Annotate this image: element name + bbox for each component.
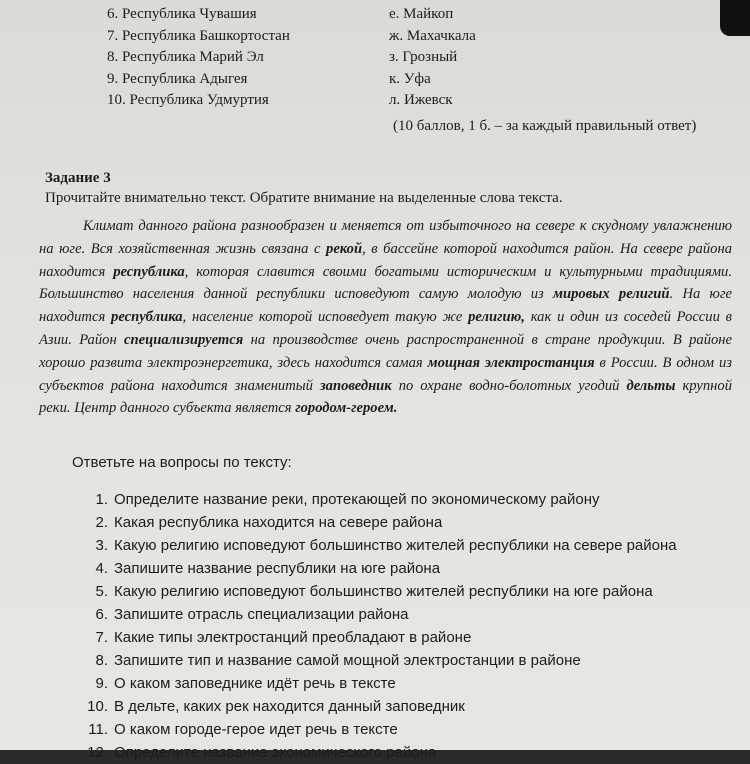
- question-text: Определите название реки, протекающей по экономическому району: [114, 491, 600, 508]
- republic-item: 7. Республика Башкортостан: [107, 27, 290, 44]
- capital-item: з. Грозный: [389, 49, 458, 65]
- question-number: 6.: [95, 606, 108, 623]
- highlighted-word: заповедник: [319, 377, 392, 394]
- question-text: Какую религию исповедуют большинство жителей республики на юге района: [114, 583, 653, 600]
- highlighted-word: мировых религий: [553, 286, 670, 303]
- capital-item: е. Майкоп: [389, 6, 454, 22]
- question-text: Какие типы электростанций преобладают в районе: [114, 629, 472, 646]
- question-number: 10.: [87, 698, 108, 715]
- question-text: О каком заповеднике идёт речь в тексте: [114, 675, 396, 692]
- question-item: [72, 534, 677, 557]
- question-text: Запишите название республики на юге района: [114, 560, 441, 577]
- question-item: [72, 718, 677, 741]
- question-item: [72, 672, 677, 695]
- question-number: 12.: [87, 744, 108, 761]
- question-text: Запишите тип и название самой мощной электростанции в районе: [114, 652, 581, 669]
- passage-text: на производстве очень распространенной в стране продукции. В районе хорошо развита электроэнергетика, здесь находится самая: [39, 331, 733, 371]
- question-text: Какая республика находится на севере района: [114, 514, 443, 531]
- question-number: 1.: [95, 491, 108, 508]
- highlighted-word: специализируется: [124, 331, 244, 348]
- question-item: [72, 695, 677, 718]
- passage-text: Климат данного района разнообразен и меняется от избыточного на севере к скудному увлажнению на юге. Вся хозяйственная жизнь связана с: [39, 218, 732, 257]
- highlighted-word: республика: [113, 263, 185, 280]
- republic-item: 9. Республика Адыгея: [107, 70, 248, 87]
- highlighted-word: религию,: [468, 309, 525, 326]
- passage-text: . На юге находится: [39, 286, 732, 326]
- question-item: [72, 741, 677, 764]
- passage-text: в России. В одном из субъектов района находится знаменитый: [39, 354, 732, 394]
- task-heading: Задание 3: [45, 170, 111, 186]
- questions-intro: Ответьте на вопросы по тексту:: [72, 454, 292, 471]
- capital-item: ж. Махачкала: [389, 27, 476, 44]
- passage-text: , в бассейне которой находится район. На севере района находится: [39, 240, 732, 280]
- question-text: Какую религию исповедуют большинство жителей республики на севере района: [114, 537, 677, 554]
- highlighted-word: рекой: [326, 240, 363, 257]
- capital-item: л. Ижевск: [389, 92, 453, 108]
- question-text: О каком городе-герое идет речь в тексте: [114, 721, 398, 738]
- photo-corner-shadow: [720, 0, 750, 36]
- question-item: [72, 626, 677, 649]
- question-number: 3.: [95, 537, 108, 554]
- question-number: 2.: [95, 514, 108, 531]
- highlighted-word: мощная электростанция: [427, 354, 595, 371]
- matching-republics-column: [107, 4, 290, 112]
- question-item: [72, 557, 677, 580]
- question-text: В дельте, каких рек находится данный заповедник: [114, 698, 465, 715]
- republic-item: 6. Республика Чувашия: [107, 6, 257, 22]
- points-note: (10 баллов, 1 б. – за каждый правильный ответ): [393, 118, 697, 134]
- question-number: 4.: [95, 560, 108, 577]
- question-text: Определите название экономического района: [114, 744, 437, 761]
- passage-text: по охране водно-болотных угодий: [391, 377, 627, 394]
- highlighted-word: городом-героем.: [295, 400, 398, 417]
- question-number: 11.: [88, 721, 108, 738]
- question-item: [72, 603, 677, 626]
- capital-item: к. Уфа: [389, 70, 431, 87]
- passage-text: как и один из соседей России в Азии. Район: [39, 309, 732, 348]
- passage-text: , население которой исповедует такую же: [182, 309, 469, 326]
- question-number: 8.: [95, 652, 108, 669]
- question-text: Запишите отрасль специализации района: [114, 606, 409, 623]
- passage-text: крупной реки. Центр данного субъекта является: [39, 377, 732, 417]
- passage-text: , которая славится своими богатыми историческим и культурными традициями. Большинство населения данной республики исповедуют самую молодую из: [39, 263, 733, 303]
- matching-capitals-column: [389, 4, 476, 112]
- question-list: [72, 488, 677, 764]
- task-instruction: Прочитайте внимательно текст. Обратите внимание на выделенные слова текста.: [45, 190, 563, 206]
- question-item: [72, 511, 677, 534]
- republic-item: 8. Республика Марий Эл: [107, 49, 264, 65]
- question-item: [72, 580, 677, 603]
- question-number: 9.: [95, 675, 108, 692]
- question-number: 5.: [95, 583, 108, 600]
- highlighted-word: дельты: [626, 377, 676, 394]
- question-number: 7.: [95, 629, 108, 646]
- republic-item: 10. Республика Удмуртия: [107, 92, 269, 108]
- question-item: [72, 649, 677, 672]
- reading-passage: [39, 215, 732, 420]
- question-item: [72, 488, 677, 511]
- highlighted-word: республика: [111, 309, 183, 326]
